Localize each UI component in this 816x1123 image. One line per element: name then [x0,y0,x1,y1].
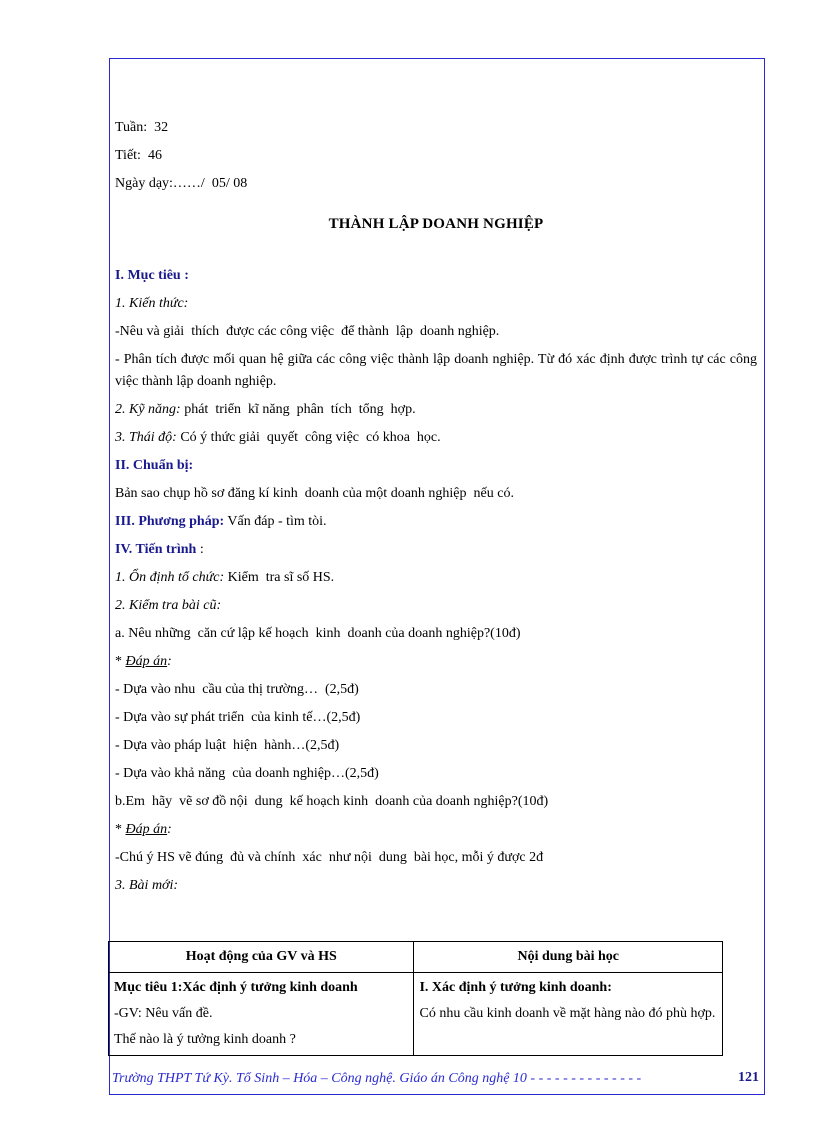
answer-b-label-line [115,816,757,844]
activity-line-1: -GV: Nêu vấn đề. [114,1006,213,1021]
knowledge-item-2: - Phân tích được mối quan hệ giữa các công việc thành lập doanh nghiệp. Từ đó xác định được trình tự các công việc thành lập doanh nghiệp. [115,352,757,389]
col-content-header: Nội dung bài học [414,942,723,973]
skill-text: phát triển kĩ năng phân tích tổng hợp. [180,402,416,417]
knowledge-item-1: -Nêu và giải thích được các công việc để thành lập doanh nghiệp. [115,324,500,339]
knowledge-label: 1. Kiến thức: [115,296,189,311]
answer-colon: : [167,822,172,837]
question-b: b.Em hãy vẽ sơ đồ nội dung kế hoạch kinh doanh của doanh nghiệp?(10đ) [115,794,549,809]
procedure-heading-suffix: : [196,542,204,557]
page-number: 121 [738,1070,759,1085]
new-lesson-label: 3. Bài mới: [115,878,179,893]
answer-a-item: - Dựa vào pháp luật hiện hành…(2,5đ) [115,738,340,753]
content-text: Có nhu cầu kinh doanh về mặt hàng nào đó phù hợp. [419,1006,716,1021]
skill-label: 2. Kỹ năng: [115,402,181,417]
answer-prefix: * [115,822,126,837]
activity-table [108,941,723,1056]
document-body [115,114,757,900]
section-method-heading: III. Phương pháp: [115,514,225,529]
answer-a-item: - Dựa vào sự phát triển của kinh tế…(2,5đ) [115,710,361,725]
week-line: Tuần: 32 [115,120,169,135]
procedure-line [115,536,757,564]
answer-label: Đáp án [125,654,168,669]
date-line: Ngày dạy:……/ 05/ 08 [115,176,248,191]
method-line [115,508,757,536]
page-footer: Trường THPT Tứ Kỳ. Tổ Sinh – Hóa – Công nghệ. Giáo án Công nghệ 10 - - - - - - - - - - - - - - [112,1071,642,1086]
old-lesson-check-label: 2. Kiểm tra bài cũ: [115,598,222,613]
answer-a-label-line [115,648,757,676]
period-line: Tiết: 46 [115,148,162,163]
organization-text: Kiểm tra sĩ số HS. [224,570,335,585]
preparation-text: Bản sao chụp hồ sơ đăng kí kinh doanh của một doanh nghiệp nếu có. [115,486,514,501]
attitude-text: Có ý thức giải quyết công việc có khoa học. [176,430,441,445]
activity-line-2: Thế nào là ý tưởng kinh doanh ? [114,1032,296,1047]
activity-cell [109,973,414,1056]
content-cell [414,973,723,1056]
attitude-line [115,424,757,452]
answer-colon: : [167,654,172,669]
section-procedure-heading: IV. Tiến trình [115,542,197,557]
answer-prefix: * [115,654,126,669]
answer-b-text: -Chú ý HS vẽ đúng đủ và chính xác như nội dung bài học, mỗi ý được 2đ [115,850,544,865]
table-row [109,973,723,1056]
col-activity-header: Hoạt động của GV và HS [109,942,414,973]
section-objectives-heading: I. Mục tiêu : [115,268,189,283]
answer-label: Đáp án [125,822,168,837]
answer-a-item: - Dựa vào khả năng của doanh nghiệp…(2,5đ) [115,766,379,781]
content-title: I. Xác định ý tưởng kinh doanh: [419,980,612,995]
skill-line [115,396,757,424]
attitude-label: 3. Thái độ: [115,430,177,445]
question-a: a. Nêu những căn cứ lập kế hoạch kinh doanh của doanh nghiệp?(10đ) [115,626,521,641]
answer-a-item: - Dựa vào nhu cầu của thị trường… (2,5đ) [115,682,359,697]
objective-1-title: Mục tiêu 1:Xác định ý tưởng kinh doanh [114,980,358,995]
section-preparation-heading: II. Chuẩn bị: [115,458,194,473]
table-header-row [109,942,723,973]
method-text: Vấn đáp - tìm tòi. [224,514,327,529]
organization-label: 1. Ổn định tổ chức: [115,570,225,585]
page-title: THÀNH LẬP DOANH NGHIỆP [328,216,544,232]
organization-line [115,564,757,592]
